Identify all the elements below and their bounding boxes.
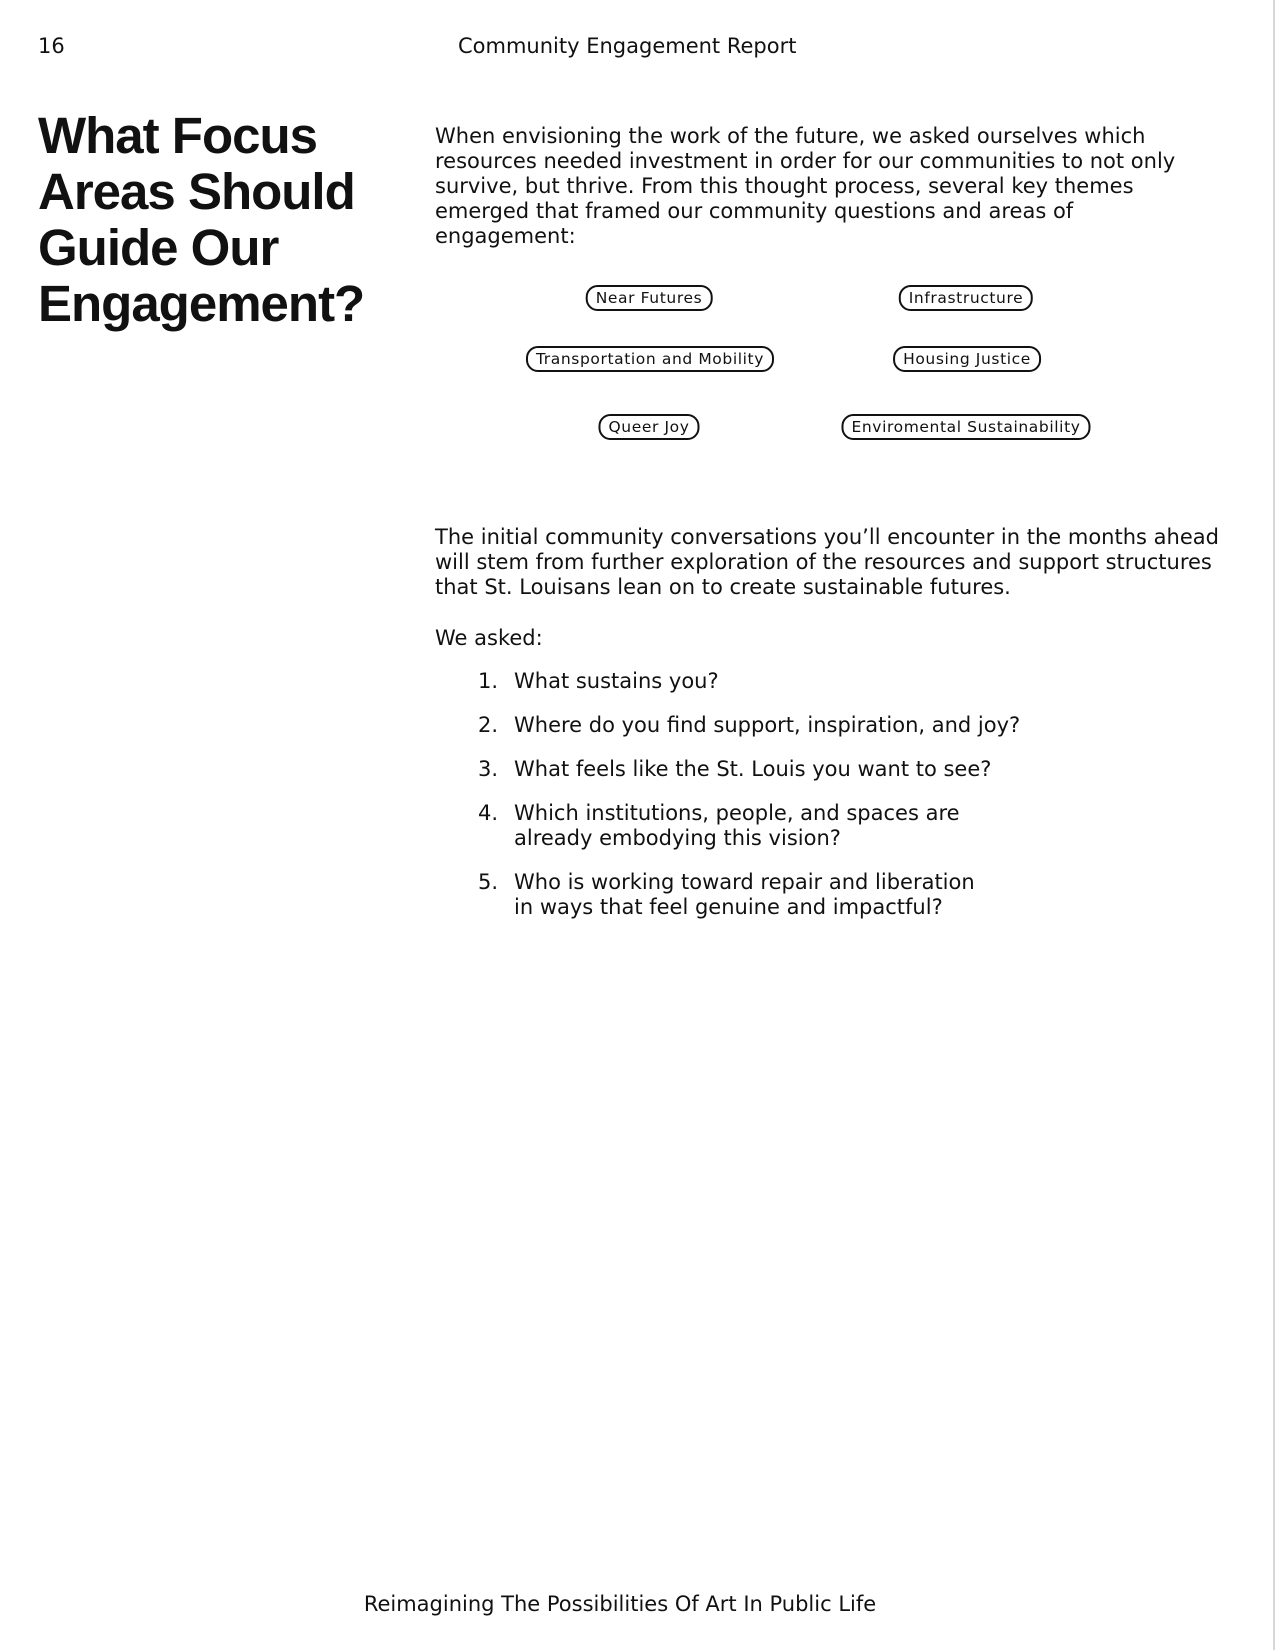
list-item-text: Where do you find support, inspiration, and joy? — [514, 713, 1021, 737]
intro-line: emerged that framed our community questions and areas of — [435, 199, 1074, 223]
intro-line: survive, but thrive. From this thought process, several key themes — [435, 174, 1134, 198]
list-item — [478, 801, 1158, 851]
intro-line: resources needed investment in order for our communities to not only — [435, 149, 1176, 173]
page-title-line: Engagement? — [38, 275, 365, 332]
page-number: 16 — [38, 34, 65, 58]
body-line: will stem from further exploration of the resources and support structures — [435, 550, 1212, 574]
page-title-line: Guide Our — [38, 219, 279, 276]
list-item-number: 1. — [478, 669, 499, 693]
list-item-text: Who is working toward repair and liberation — [514, 870, 975, 894]
list-item-text: already embodying this vision? — [514, 826, 841, 850]
list-item-number: 5. — [478, 870, 499, 894]
page-title-line: What Focus — [38, 107, 317, 164]
list-item-number: 4. — [478, 801, 499, 825]
body-line: The initial community conversations you’ll encounter in the months ahead — [435, 525, 1219, 549]
running-footer: Reimagining The Possibilities Of Art In Public Life — [363, 1592, 877, 1616]
list-item — [478, 757, 1158, 782]
list-item-number: 3. — [478, 757, 499, 781]
list-item-text: What sustains you? — [514, 669, 719, 693]
list-item-text: in ways that feel genuine and impactful? — [514, 895, 943, 919]
theme-tag-transportation: Transportation and Mobility — [526, 346, 774, 372]
intro-line: When envisioning the work of the future, we asked ourselves which — [435, 124, 1146, 148]
theme-tag-near-futures: Near Futures — [586, 285, 713, 311]
list-item-number: 2. — [478, 713, 499, 737]
theme-tag-housing-justice: Housing Justice — [893, 346, 1041, 372]
list-item-text: What feels like the St. Louis you want to see? — [514, 757, 992, 781]
running-header-title: Community Engagement Report — [458, 34, 797, 58]
theme-tag-environmental-sustainability: Enviromental Sustainability — [841, 414, 1090, 440]
list-item — [478, 713, 1158, 738]
questions-list — [478, 669, 1158, 939]
list-item-text: Which institutions, people, and spaces are — [514, 801, 960, 825]
theme-tag-queer-joy: Queer Joy — [598, 414, 699, 440]
theme-tag-infrastructure: Infrastructure — [899, 285, 1033, 311]
page-title-line: Areas Should — [38, 163, 355, 220]
body-line: that St. Louisans lean on to create sustainable futures. — [435, 575, 1011, 599]
intro-paragraph — [435, 124, 1195, 249]
list-item — [478, 669, 1158, 694]
page-title — [38, 108, 398, 332]
body-paragraph — [435, 525, 1219, 600]
questions-intro-label: We asked: — [435, 626, 543, 650]
list-item — [478, 870, 1158, 920]
intro-line: engagement: — [435, 224, 576, 248]
